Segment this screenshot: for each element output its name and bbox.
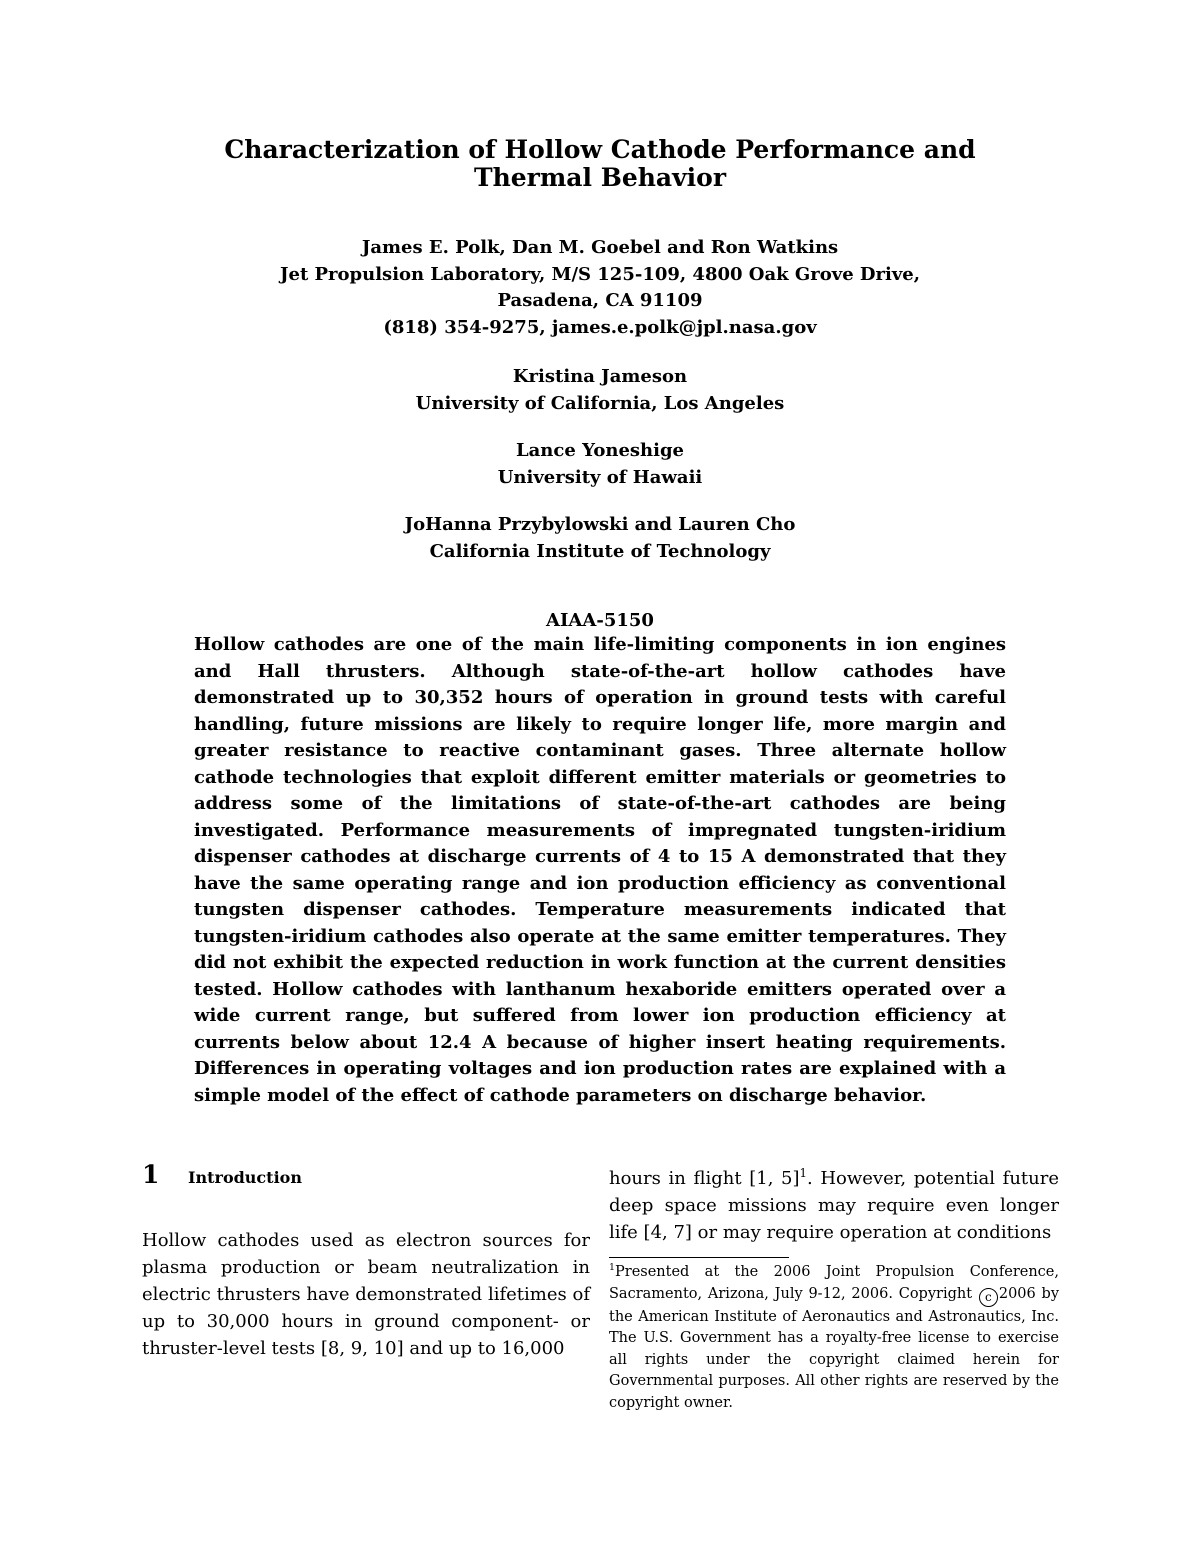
section-title: Introduction [188,1168,302,1187]
affiliation: University of Hawaii [497,466,703,488]
author-block-jpl [150,235,1050,341]
paper-title [150,136,1050,192]
author-block-caltech [150,512,1050,565]
author-names: JoHanna Przybylowski and Lauren Cho [404,514,796,535]
copyright-icon: c [979,1288,998,1307]
author-block-hawaii [150,438,1050,491]
footnote-reference: 1 [799,1166,807,1180]
affiliation: California Institute of Technology [429,540,771,562]
body-text-right-column [609,1165,1059,1246]
footnote-mark: 1 [609,1262,615,1274]
title-line-2: Thermal Behavior [474,163,726,192]
affiliation-city: Pasadena, CA 91109 [497,290,703,311]
title-line-1: Characterization of Hollow Cathode Performance and [224,135,976,164]
footnote [609,1262,1059,1414]
affiliation-address: Jet Propulsion Laboratory, M/S 125-109, 4800 Oak Grove Drive, [279,263,921,285]
author-block-ucla [150,364,1050,417]
author-names: Kristina Jameson [512,366,688,387]
author-names: Lance Yoneshige [515,440,684,461]
body-text-segment: . However, potential future deep space missions may require even longer life [4, 7] or may require operation at conditions [609,1168,1059,1243]
footnote-text: Presented at the 2006 Joint Propulsion Conference, Sacramento, Arizona, July 9-12, 2006. Copyright [609,1264,1059,1302]
affiliation: University of California, Los Angeles [415,392,785,414]
section-number: 1 [142,1160,160,1189]
footnote-text: 2006 by the American Institute of Aeronautics and Astronautics, Inc. The U.S. Government has a royalty-free license to exercise all rights under the copyright claimed herein for Governmental purposes. All other rights are reserved by the copyright owner. [609,1285,1060,1411]
abstract-text: Hollow cathodes are one of the main life-limiting components in ion engines and Hall thrusters. Although state-of-the-art hollow cathodes have demonstrated up to 30,352 hours of operation in ground tests with careful handling, future missions are likely to require longer life, more margin and greater resistance to reactive contaminant gases. Three alternate hollow cathode technologies that exploit different emitter materials or geometries to address some of the limitations of state-of-the-art cathodes are being investigated. Performance measurements of impregnated tungsten-iridium dispenser cathodes at discharge currents of 4 to 15 A demonstrated that they have the same operating range and ion production efficiency as conventional tungsten dispenser cathodes. Temperature measurements indicated that tungsten-iridium cathodes also operate at the same emitter temperatures. They did not exhibit the expected reduction in work function at the current densities tested. Hollow cathodes with lanthanum hexaboride emitters operated over a wide current range, but suffered from lower ion production efficiency at currents below about 12.4 A because of higher insert heating requirements. Differences in operating voltages and ion production rates are explained with a simple model of the effect of cathode parameters on discharge behavior. [194,634,1006,1106]
author-names: James E. Polk, Dan M. Goebel and Ron Watkins [361,237,839,258]
abstract-heading: AIAA-5150 [546,610,654,631]
body-text-segment: hours in flight [1, 5] [609,1168,800,1189]
contact-info: (818) 354-9275, james.e.polk@jpl.nasa.gov [383,316,817,338]
body-text-left-column: Hollow cathodes used as electron sources for plasma production or beam neutralization in electric thrusters have demonstrated lifetimes of up to 30,000 hours in ground component- or thruster-level tests [8, 9, 10] and up to 16,000 [142,1230,590,1359]
footnote-divider [609,1257,789,1258]
section-heading [142,1160,592,1189]
